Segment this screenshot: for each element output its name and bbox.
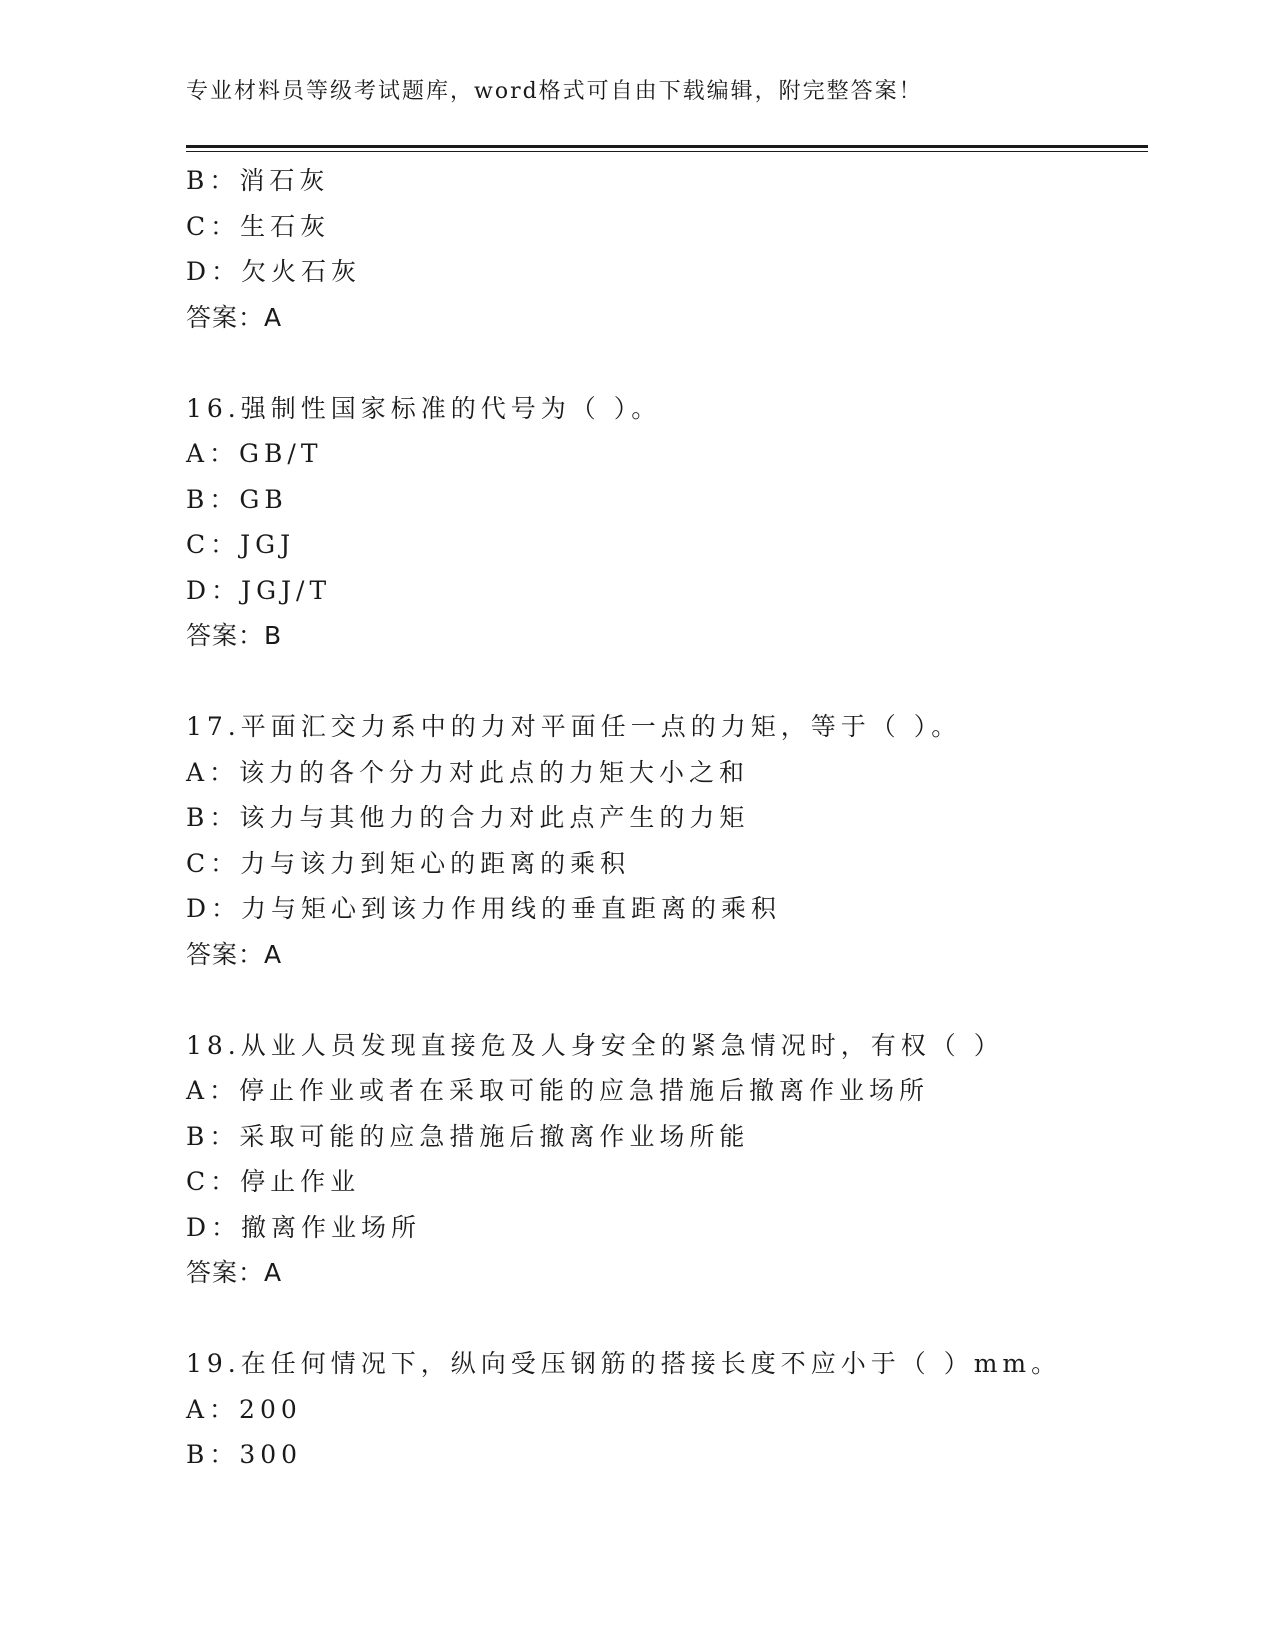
answer-text: 答案：B bbox=[186, 621, 283, 650]
option-text: D：撤离作业场所 bbox=[186, 1212, 422, 1242]
question-list bbox=[186, 158, 1146, 1478]
option-text: B：GB bbox=[186, 484, 288, 514]
option-text: B：消石灰 bbox=[186, 166, 330, 195]
question-text: 18.从业人员发现直接危及人身安全的紧急情况时，有权（ ） bbox=[186, 1030, 1004, 1060]
option-text: C：力与该力到矩心的距离的乘积 bbox=[186, 848, 631, 878]
spacer bbox=[186, 659, 1146, 705]
option-text: B：300 bbox=[186, 1440, 303, 1469]
option-text: D：JGJ/T bbox=[186, 575, 332, 605]
option-text: C：停止作业 bbox=[186, 1167, 361, 1196]
answer-text: 答案：A bbox=[186, 939, 283, 969]
answer-text: 答案：A bbox=[186, 1258, 283, 1287]
question-text: 16.强制性国家标准的代号为（ ）。 bbox=[186, 393, 662, 423]
option-text: D：力与矩心到该力作用线的垂直距离的乘积 bbox=[186, 894, 782, 923]
option-text: B：采取可能的应急措施后撤离作业场所能 bbox=[186, 1121, 750, 1151]
spacer bbox=[186, 1296, 1146, 1342]
header-rule-thick bbox=[186, 145, 1148, 148]
question-text: 19.在任何情况下，纵向受压钢筋的搭接长度不应小于（ ）mm。 bbox=[186, 1349, 1062, 1378]
spacer bbox=[186, 340, 1146, 386]
header-rule-thin bbox=[186, 151, 1148, 152]
option-text: A：200 bbox=[186, 1394, 302, 1424]
option-text: C：JGJ bbox=[186, 530, 296, 559]
option-text: A：GB/T bbox=[186, 439, 323, 468]
option-text: A：停止作业或者在采取可能的应急措施后撤离作业场所 bbox=[186, 1076, 930, 1105]
spacer bbox=[186, 977, 1146, 1023]
page-header: 专业材料员等级考试题库，word格式可自由下载编辑，附完整答案！ bbox=[186, 79, 923, 104]
option-text: B：该力与其他力的合力对此点产生的力矩 bbox=[186, 803, 750, 832]
option-text: D：欠火石灰 bbox=[186, 257, 362, 286]
answer-text: 答案：A bbox=[186, 302, 283, 332]
option-text: A：该力的各个分力对此点的力矩大小之和 bbox=[186, 757, 750, 787]
option-text: C：生石灰 bbox=[186, 211, 331, 241]
question-text: 17.平面汇交力系中的力对平面任一点的力矩，等于（ ）。 bbox=[186, 712, 962, 741]
